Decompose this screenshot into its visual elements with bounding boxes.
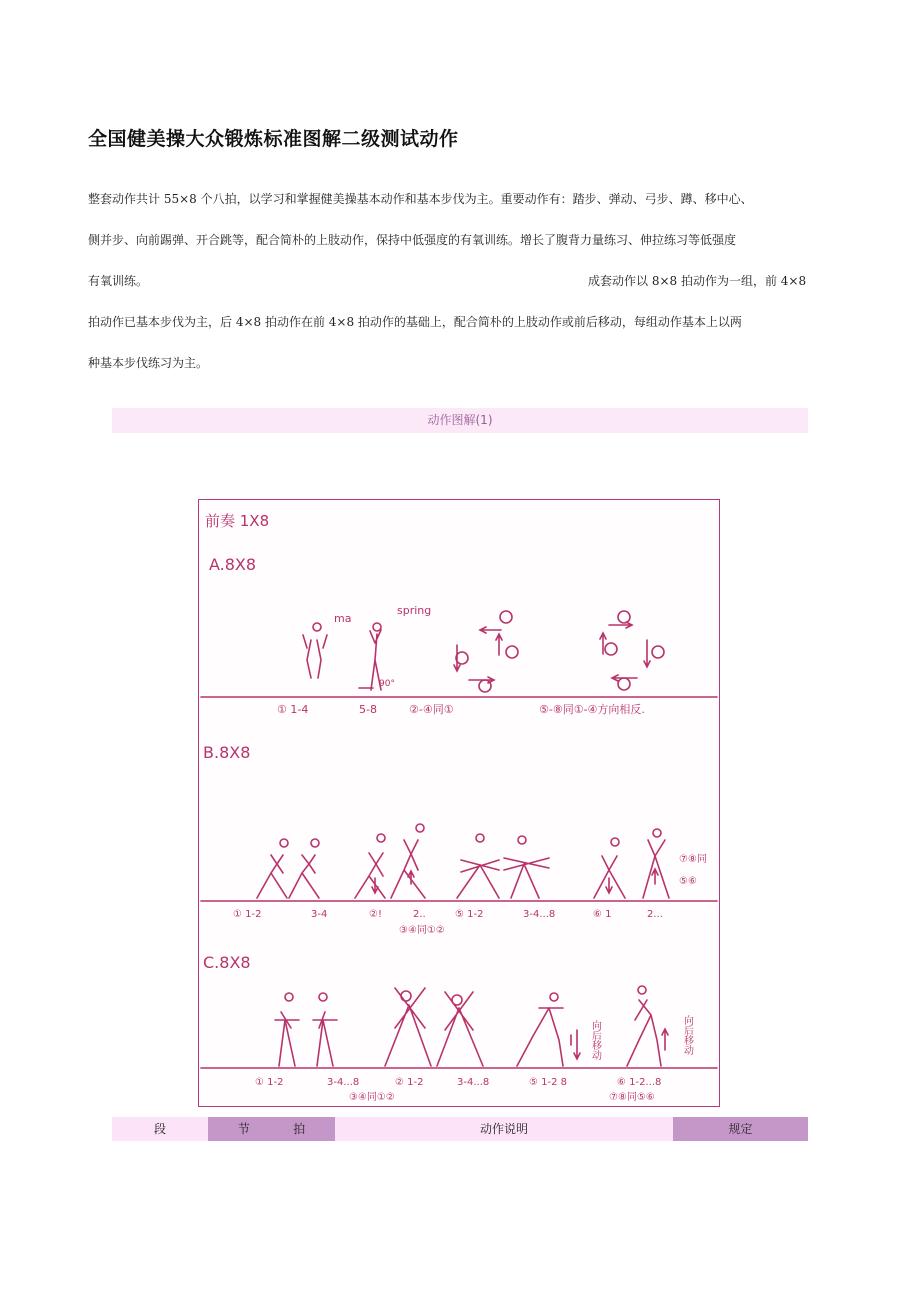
header-section-beat <box>208 1117 335 1141</box>
heading-prelude: 前奏 1X8 <box>205 512 270 530</box>
section-b-sub: ③④同①② <box>399 925 445 936</box>
section-a-count: ① 1-4 <box>277 703 309 716</box>
movement-diagram <box>198 499 720 1107</box>
section-c-sub: ⑦⑧同⑤⑥ <box>609 1092 655 1103</box>
section-b-count: ① 1-2 <box>233 909 262 920</box>
section-c-count: ② 1-2 <box>395 1077 424 1088</box>
header-description: 动作说明 <box>335 1117 673 1141</box>
section-b-side-note: ⑤⑥ <box>679 876 697 887</box>
paragraph-line: 种基本步伐练习为主。 <box>88 356 209 370</box>
section-c-count: ⑤ 1-2 8 <box>529 1077 568 1088</box>
section-c-count: 3-4...8 <box>457 1077 490 1088</box>
section-c-label: C.8X8 <box>203 953 251 972</box>
sketch-canvas <box>199 500 719 1106</box>
figures-c <box>275 986 668 1066</box>
section-b-count: ⑥ 1 <box>593 909 612 920</box>
header-beat: 拍 <box>293 1122 306 1136</box>
section-a-note: ma <box>334 612 352 625</box>
section-c-note: 向后移动 <box>681 1015 693 1055</box>
section-b-count: 2... <box>647 909 663 920</box>
section-a-angle: 90° <box>379 679 395 689</box>
section-b-count: ②! <box>369 909 382 920</box>
section-b-count: 3-4...8 <box>523 909 556 920</box>
arrow-diagram-a-1 <box>454 611 518 692</box>
section-a-label: A.8X8 <box>209 555 257 574</box>
header-section: 节 <box>237 1122 250 1136</box>
figures-b <box>257 824 669 898</box>
section-c-count: ⑥ 1-2...8 <box>617 1077 662 1088</box>
figure-caption: 动作图解(1) <box>112 408 808 433</box>
section-b-count: 2.. <box>413 909 426 920</box>
section-c-note: 向后移动 <box>589 1020 601 1060</box>
paragraph-line: 拍动作已基本步伐为主，后 4×8 拍动作在前 4×8 拍动作的基础上，配合简朴的上肢动作或前后移动，每组动作基本上以两 <box>88 315 742 329</box>
paragraph-line-right: 成套动作以 8×8 拍动作为一组，前 4×8 <box>588 274 807 288</box>
section-b-count: 3-4 <box>311 909 328 920</box>
section-b-label: B.8X8 <box>203 743 251 762</box>
section-b-count: ⑤ 1-2 <box>455 909 484 920</box>
arrow-diagram-a-2 <box>600 611 664 690</box>
paragraph-line: 整套动作共计 55×8 个八拍，以学习和掌握健美操基本动作和基本步伐为主。重要动作有：踏步、弹动、弓步、蹲、移中心、 <box>88 192 753 206</box>
section-a-count: ②-④同① <box>409 703 454 716</box>
intro-paragraph <box>88 186 838 391</box>
section-a-count: 5-8 <box>359 703 377 716</box>
header-rule: 规定 <box>673 1117 808 1141</box>
header-segment: 段 <box>112 1117 208 1141</box>
table-header <box>112 1117 808 1141</box>
section-c-sub: ③④同①② <box>349 1092 395 1103</box>
section-c-count: ① 1-2 <box>255 1077 284 1088</box>
figure-a-2 <box>359 623 381 690</box>
paragraph-line: 侧并步、向前踢弹、开合跳等，配合简朴的上肢动作，保持中低强度的有氧训练。增长了腹背力量练习、伸拉练习等低强度 <box>88 233 737 247</box>
figure-a-1 <box>303 623 327 678</box>
section-c-count: 3-4...8 <box>327 1077 360 1088</box>
section-b-side-note: ⑦⑧同 <box>679 854 707 865</box>
section-a-note: spring <box>397 604 432 617</box>
page-title: 全国健美操大众锻炼标准图解二级测试动作 <box>88 128 459 150</box>
paragraph-line <box>88 268 838 309</box>
section-a-count: ⑤-⑧同①-④方向相反. <box>539 703 645 716</box>
paragraph-line-left: 有氧训练。 <box>88 274 149 288</box>
